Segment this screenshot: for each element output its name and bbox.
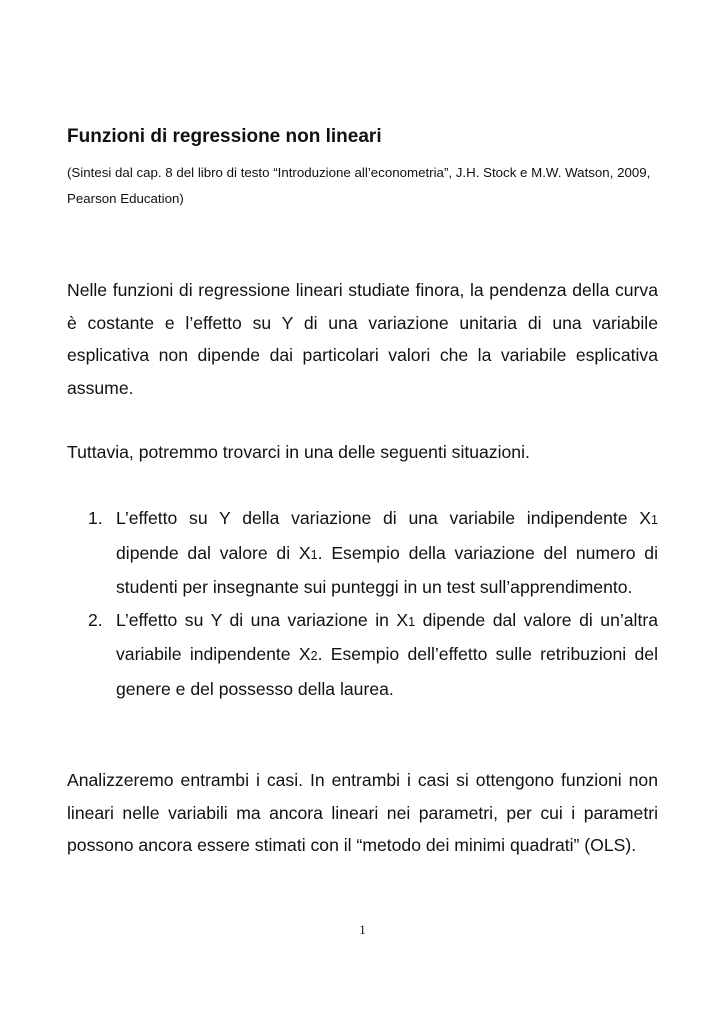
subscript: 1 bbox=[310, 547, 318, 562]
list-item-number: 1. bbox=[88, 508, 103, 528]
subscript: 1 bbox=[408, 614, 416, 629]
list-item-text: . Esempio della variazione del numero di studenti per insegnante sui punteggi in un test sull’apprendimento. bbox=[116, 542, 658, 597]
subscript: 2 bbox=[310, 649, 318, 663]
list-item-text: L’effetto su Y della variazione di una variabile indipendente X bbox=[116, 508, 652, 528]
paragraph-conclusion: Analizzeremo entrambi i casi. In entrambi i casi si ottengono funzioni non lineari nelle variabili ma ancora lineari nei parametri, per cui i parametri possono ancora essere stimati con il “metodo dei minimi quadrati” (OLS). bbox=[67, 770, 658, 855]
subscript: 1 bbox=[651, 513, 658, 527]
document-title: Funzioni di regressione non lineari bbox=[67, 126, 382, 147]
situations-list bbox=[67, 502, 658, 705]
list-item-text: dipende dal valore di un’altra variabile indipendente X bbox=[116, 609, 658, 664]
document-page bbox=[67, 0, 658, 1024]
list-item-number: 2. bbox=[88, 609, 103, 630]
list-item-text: L’effetto su Y di una variazione in X bbox=[116, 609, 409, 630]
paragraph-intro: Nelle funzioni di regressione lineari studiate finora, la pendenza della curva è costante e l’effetto su Y di una variazione unitaria di una variabile esplicativa non dipende dai particolari valori che la variabile esplicativa assume. bbox=[67, 280, 658, 398]
list-item bbox=[67, 502, 658, 604]
document-subtitle: (Sintesi dal cap. 8 del libro di testo “Introduzione all’econometria”, J.H. Stock e M.W. Watson, 2009, Pearson Education) bbox=[67, 165, 651, 206]
list-item bbox=[67, 604, 658, 706]
paragraph-situations: Tuttavia, potremmo trovarci in una delle seguenti situazioni. bbox=[67, 442, 530, 462]
list-item-text: . Esempio dell’effetto sulle retribuzioni del genere e del possesso della laurea. bbox=[116, 644, 658, 699]
list-item-text: dipende dal valore di X bbox=[116, 542, 311, 563]
page-number: 1 bbox=[359, 922, 366, 937]
